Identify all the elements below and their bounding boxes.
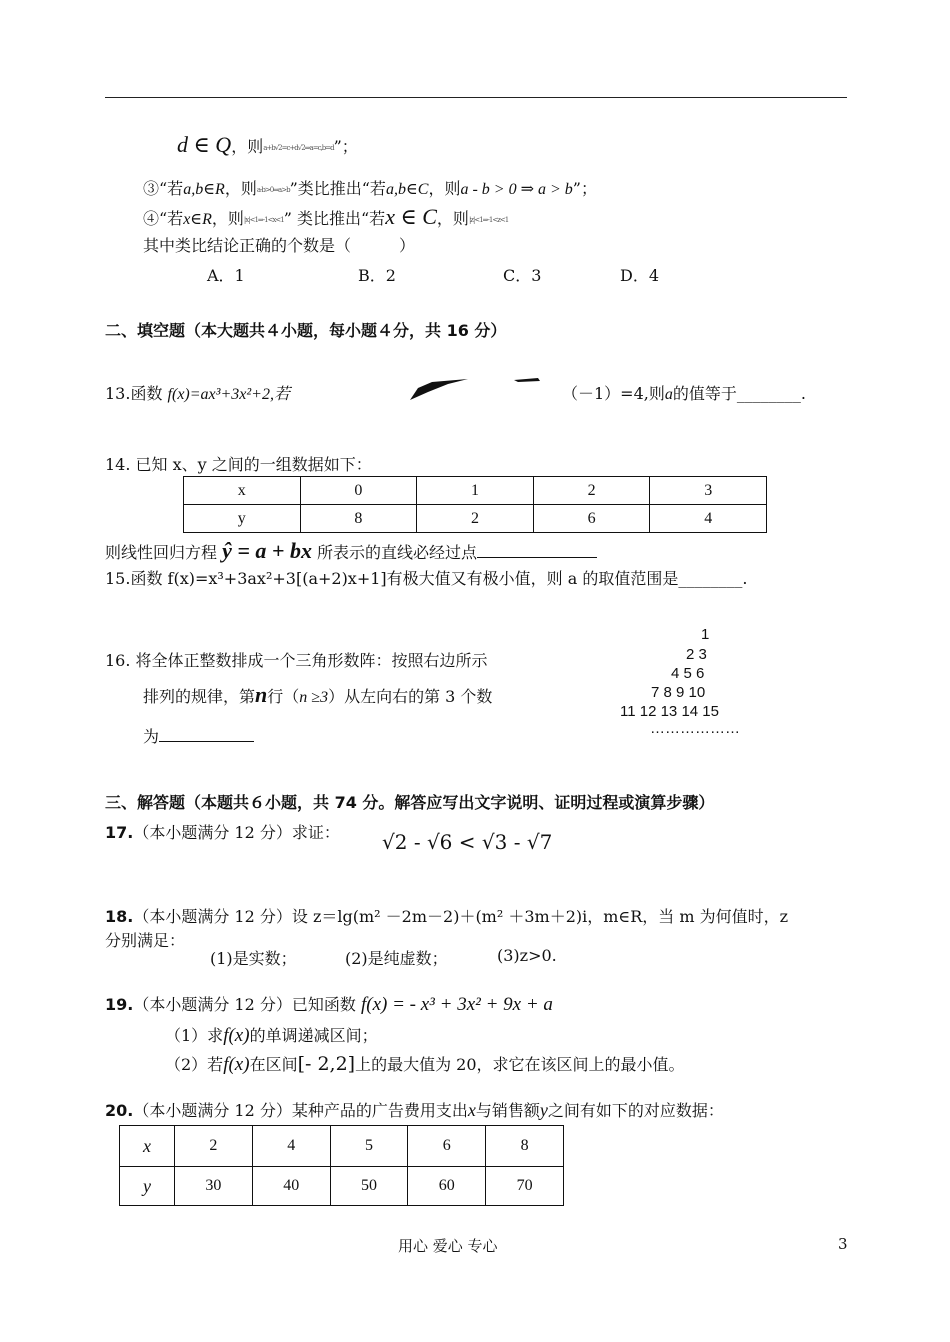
- q18-text: 18.（本小题满分 12 分）设 z＝lg(m² －2m－2)＋(m² ＋3m＋2)i，m∈R，当 m 为何值时，z: [105, 907, 789, 926]
- triangle-row-5: 11 12 13 14 15: [620, 703, 719, 720]
- q20-text: 20.（本小题满分 12 分）某种产品的广告费用支出x与销售额y之间有如下的对应数据：: [105, 1100, 724, 1120]
- section3-title: 三、解答题（本题共６小题，共 74 分。解答应写出文字说明、证明过程或演算步骤）: [105, 793, 715, 812]
- table-cell: 4: [650, 505, 767, 533]
- table-cell: 8: [300, 505, 417, 533]
- q19-function: f(x) = - x³ + 3x² + 9x + a: [360, 994, 553, 1015]
- q16-line3: 为: [143, 724, 254, 747]
- q13-right: （－1）=4,则a的值等于________.: [562, 384, 806, 403]
- q12-option-a: A．1: [207, 266, 245, 285]
- section2-title: 二、填空题（本大题共４小题，每小题４分，共 16 分）: [105, 321, 507, 340]
- table-cell: 6: [533, 505, 650, 533]
- table-cell: 1: [417, 477, 534, 505]
- q18-part1: (1)是实数；: [210, 949, 297, 968]
- q14-regression: 则线性回归方程 ŷ = a + bx 所表示的直线必经过点: [105, 538, 597, 564]
- q12-line1-math: d ∈ Q: [177, 132, 232, 157]
- table-cell: y: [120, 1167, 175, 1206]
- triangle-row-3: 4 5 6: [671, 665, 705, 682]
- table-cell: 60: [408, 1167, 486, 1206]
- table-cell: 70: [486, 1167, 564, 1206]
- q12-option-d: D．4: [620, 266, 660, 285]
- q19-text: 19.（本小题满分 12 分）已知函数 f(x) = - x³ + 3x² + 9x + a: [105, 994, 553, 1015]
- table-cell: 2: [417, 505, 534, 533]
- garbled-formula: a+b√2=c+d√2⇒a=c,b=d: [263, 143, 334, 152]
- garbled-formula: |z|<1⇒-1<z<1: [468, 215, 509, 224]
- table-cell: 30: [175, 1167, 253, 1206]
- table-cell: 3: [650, 477, 767, 505]
- garbled-image-icon: [408, 376, 548, 402]
- q19-part1: （1）求f(x)的单调递减区间；: [165, 1025, 378, 1046]
- triangle-row-1: 1: [701, 626, 710, 643]
- q18-line2: 分别满足：: [105, 931, 186, 950]
- q12-option-c: C．3: [503, 266, 542, 285]
- q15-text: 15.函数 f(x)=x³+3ax²+3[(a+2)x+1]有极大值又有极小值，则 a 的取值范围是________.: [105, 569, 748, 588]
- table-cell: 40: [252, 1167, 330, 1206]
- table-cell: 2: [175, 1126, 253, 1167]
- q13-left: 13.函数 f(x)=ax³+3x²+2,若: [105, 384, 290, 403]
- table-cell: 0: [300, 477, 417, 505]
- q16-line1: 16. 将全体正整数排成一个三角形数阵：按照右边所示: [105, 651, 488, 670]
- q12-item3: ③“若a,b∈R，则a-b>0⇒a>b”类比推出“若a,b∈C，则a - b > 0 ⇒ a > b”；: [143, 179, 597, 198]
- triangle-row-2: 2 3: [686, 646, 707, 663]
- answer-blank: [159, 727, 254, 742]
- table-cell: 50: [330, 1167, 408, 1206]
- q20-data-table: [119, 1125, 564, 1206]
- q18-part2: (2)是纯虚数；: [345, 949, 448, 968]
- table-cell: 8: [486, 1126, 564, 1167]
- table-cell: x: [184, 477, 301, 505]
- table-cell: 5: [330, 1126, 408, 1167]
- regression-equation: ŷ = a + bx: [222, 538, 312, 563]
- q12-question: 其中类比结论正确的个数是（ ）: [143, 236, 416, 255]
- garbled-formula: |x|<1⇒-1<x<1: [243, 215, 284, 224]
- q17-inequality: √2 - √6 < √3 - √7: [382, 830, 553, 854]
- garbled-formula: a-b>0⇒a>b: [256, 185, 290, 194]
- q14-intro: 14. 已知 x、y 之间的一组数据如下：: [105, 455, 372, 474]
- q12-line1: d ∈ Q，则a+b√2=c+d√2⇒a=c,b=d”；: [177, 132, 358, 157]
- q17-text: 17.（本小题满分 12 分）求证：: [105, 823, 340, 842]
- table-cell: x: [120, 1126, 175, 1167]
- answer-blank: [477, 543, 597, 558]
- table-cell: 6: [408, 1126, 486, 1167]
- table-cell: 2: [533, 477, 650, 505]
- table-cell: 4: [252, 1126, 330, 1167]
- q14-data-table: [183, 476, 767, 533]
- page-number: 3: [838, 1235, 848, 1253]
- q16-line2: 排列的规律，第n行（n ≥3）从左向右的第 3 个数: [143, 682, 493, 707]
- table-cell: y: [184, 505, 301, 533]
- q12-item4: ④“若x∈R，则|x|<1⇒-1<x<1” 类比推出“若x ∈ C，则|z|<1⇒-1<z<1: [143, 204, 509, 229]
- triangle-row-4: 7 8 9 10: [651, 684, 706, 701]
- q18-part3: (3)z>0.: [497, 946, 557, 965]
- triangle-row-6: ………………: [650, 720, 740, 737]
- q19-part2: （2）若f(x)在区间[- 2,2]上的最大值为 20，求它在该区间上的最小值。: [165, 1053, 685, 1075]
- header-rule: [105, 97, 847, 98]
- q12-option-b: B．2: [358, 266, 396, 285]
- footer-slogan: 用心 爱心 专心: [398, 1237, 498, 1255]
